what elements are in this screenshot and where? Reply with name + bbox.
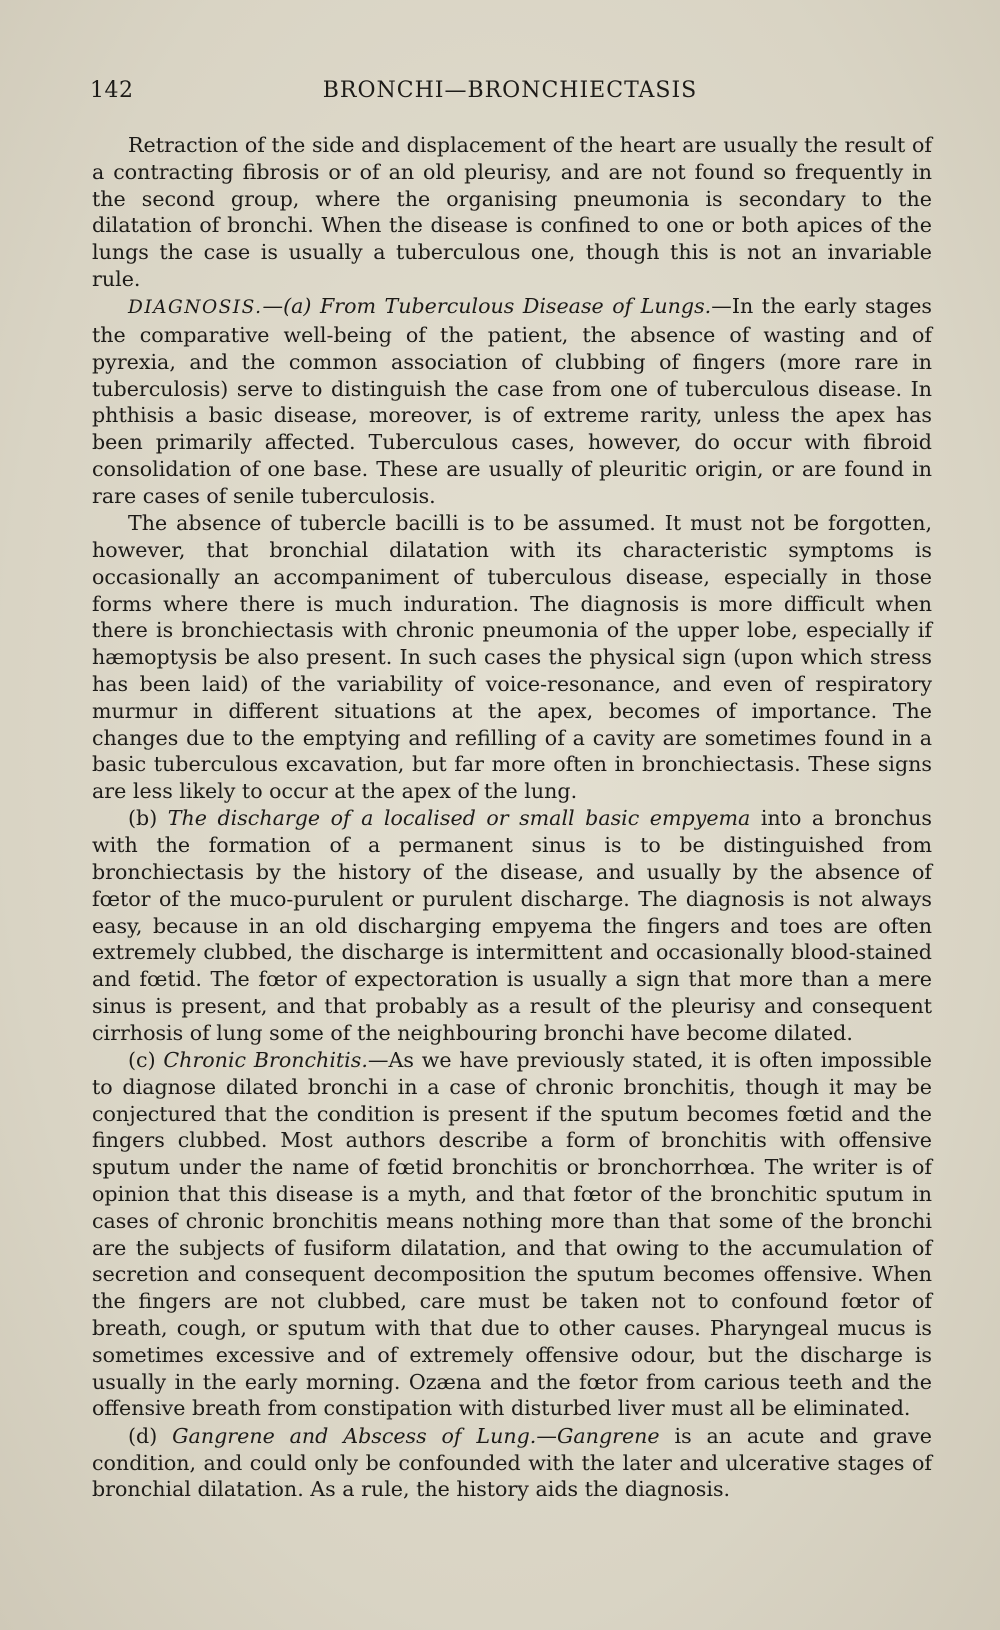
- body-text: [92, 132, 932, 1503]
- subheading-chronic-bronchitis: Chronic Bronchitis.: [163, 1048, 368, 1073]
- running-head: [90, 78, 930, 110]
- term-gangrene: Gangrene: [556, 1423, 660, 1448]
- item-marker-d: (d): [128, 1423, 173, 1448]
- item-marker-c: (c): [128, 1048, 164, 1073]
- paragraph-text: —As we have previously stated, it is often impossible to diagnose dilated bronchi in a case of chronic bronchitis, though it may be conjectured that the condition is present if the sputum becomes fœtid and the fingers clubbed. Most authors describe a form of bronchitis with offensive sputum under the name of fœtid bronchitis or bronchorrhœa. The writer is of opinion that this disease is a myth, and that fœtor of the bronchitic sputum in cases of chronic bronchitis means nothing more than that some of the bronchi are the subjects of fusiform dilatation, and that owing to the accumulation of secretion and consequent decomposition the sputum becomes offensive. When the fingers are not clubbed, care must be taken not to confound fœtor of breath, cough, or sputum with that due to other causes. Pharyngeal mucus is sometimes excessive and of extremely offensive odour, but the discharge is usually in the early morning. Ozæna and the fœtor from carious teeth and the offensive breath from constipation with disturbed liver must all be eliminated.: [92, 1048, 932, 1421]
- paragraph-text: into a bronchus with the formation of a permanent sinus is to be distinguished from bronchiectasis by the history of the disease, and usually by the absence of fœtor of the muco-purulent or purulent discharge. The diagnosis is not always easy, because in an old discharging empyema the fingers and toes are often extremely clubbed, the discharge is intermittent and occasionally blood-stained and fœtid. The fœtor of expectoration is usually a sign that more than a mere sinus is present, and that probably as a result of the pleurisy and consequent cirrhosis of lung some of the neighbouring bronchi have become dilated.: [92, 806, 932, 1045]
- paragraph-retraction: Retraction of the side and displacement of the heart are usually the result of a contracting fibrosis or of an old pleurisy, and are not found so frequently in the second group, where the organising pneumonia is secondary to the dilatation of bronchi. When the disease is confined to one or both apices of the lungs the case is usually a tuberculous one, though this is not an invariable rule.: [92, 133, 932, 291]
- paragraph-gangrene: [92, 1423, 932, 1503]
- paragraph-text: —In the early stages the comparative well-being of the patient, the absence of wasting and of pyrexia, and the common association of clubbing of fingers (more rare in tuberculosis) serve to distinguish the case from one of tuberculous disease. In phthisis a basic disease, moreover, is of extreme rarity, unless the apex has been primarily affected. Tuberculous cases, however, do occur with fibroid consolidation of one base. These are usually of pleuritic origin, or are found in rare cases of senile tuberculosis.: [92, 294, 933, 508]
- subheading-tuberculous-disease: —(a) From Tuberculous Disease of Lungs.: [262, 294, 712, 319]
- page-title: BRONCHI—BRONCHIECTASIS: [322, 78, 698, 103]
- page-number: 142: [90, 78, 134, 103]
- subheading-empyema: The discharge of a localised or small basic empyema: [167, 806, 751, 831]
- paragraph-chronic-bronchitis: [92, 1047, 932, 1422]
- item-marker-b: (b): [128, 806, 168, 831]
- section-heading-diagnosis: DIAGNOSIS.: [128, 297, 263, 319]
- subheading-gangrene-abscess: Gangrene and Abscess of Lung.: [172, 1423, 537, 1448]
- paragraph-empyema: [92, 805, 932, 1046]
- paragraph-diagnosis-tuberculous: [92, 293, 932, 509]
- paragraph-text: is an acute and grave condition, and could only be confounded with the later and ulcerative stages of bronchial dilatation. As a rule, the history aids the diagnosis.: [92, 1423, 932, 1502]
- paragraph-tubercle-bacilli: The absence of tubercle bacilli is to be assumed. It must not be forgotten, however, that bronchial dilatation with its characteristic symptoms is occasionally an accompaniment of tuberculous disease, especially in those forms where there is much induration. The diagnosis is more difficult when there is bronchiectasis with chronic pneumonia of the upper lobe, especially if hæmoptysis be also present. In such cases the physical sign (upon which stress has been laid) of the variability of voice-resonance, and even of respiratory murmur in different situations at the apex, becomes of importance. The changes due to the emptying and refilling of a cavity are sometimes found in a basic tuberculous excavation, but far more often in bronchiectasis. These signs are less likely to occur at the apex of the lung.: [92, 511, 932, 804]
- dash: —: [536, 1423, 557, 1448]
